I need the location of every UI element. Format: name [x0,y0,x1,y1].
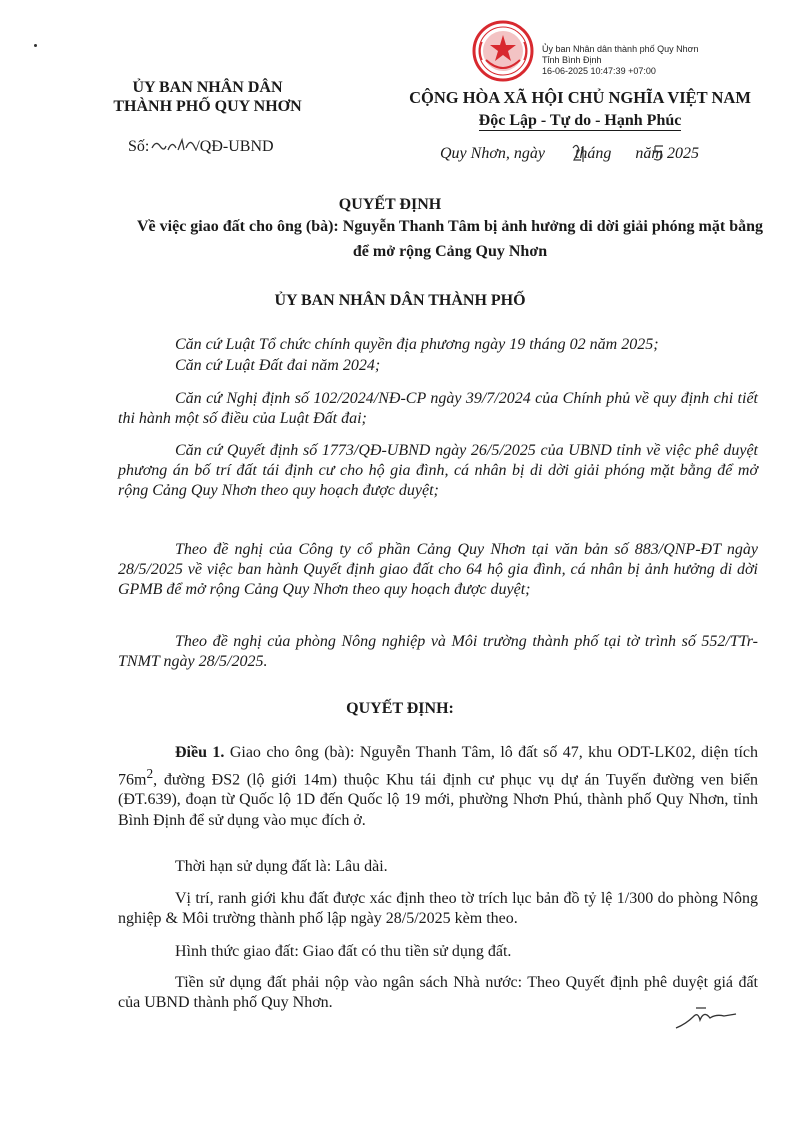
basis-item: Căn cứ Nghị định số 102/2024/NĐ-CP ngày 39/7/2024 của Chính phủ về quy định chi tiết thi hành một số điều của Luật Đất đai; [118,390,758,427]
signer-province: Tỉnh Bình Định [542,55,602,65]
land-use-term: Thời hạn sử dụng đất là: Lâu dài. [175,858,388,875]
signer-name: Ủy ban Nhân dân thành phố Quy Nhơn [542,44,699,54]
handwritten-number-mark [150,134,198,156]
allocation-form: Hình thức giao đất: Giao đất có thu tiền sử dụng đất. [175,943,512,960]
motto-text: Độc Lập - Tự do - Hạnh Phúc [478,112,682,129]
state-emblem-seal [472,20,534,82]
basis-item: Căn cứ Luật Tổ chức chính quyền địa phương ngày 19 tháng 02 năm 2025; [175,336,659,353]
basis-item: Căn cứ Luật Đất đai năm 2024; [175,357,381,374]
date-prefix: Quy Nhơn, ngày [440,145,545,162]
nation-title: CỘNG HÒA XÃ HỘI CHỦ NGHĨA VIỆT NAM [409,88,751,107]
document-subject: Về việc giao đất cho ông (bà): Nguyễn Thanh Tâm bị ảnh hưởng di dời giải phóng mặt bằng để mở rộng Cảng Quy Nhơn [137,218,763,260]
article-1-text-a: Giao cho ông (bà): Nguyễn Thanh Tâm, lô đất số 47, khu ODT-LK02, diện tích 76m [118,744,758,788]
date-month-label: tháng [574,145,612,162]
article-1-text-b: , đường ĐS2 (lộ giới 14m) thuộc Khu tái định cư phục vụ dự án Tuyến đường ven biển (ĐT.639), đoạn từ Quốc lộ 1D đến Quốc lộ 19 mới, phường Nhơn Phú, thành phố Quy Nhơn, tỉnh Bình Định để sử dụng vào mục đích ở. [118,770,758,829]
basis-item: Theo đề nghị của phòng Nông nghiệp và Môi trường thành phố tại tờ trình số 552/TTr-TNMT ngày 28/5/2025. [118,633,758,670]
handwritten-day-mark [571,142,587,164]
digital-signature-info [542,44,699,77]
doc-number-prefix: Số: [128,138,150,155]
date-year: năm 2025 [635,145,699,162]
scan-speck [34,44,37,47]
document-title: QUYẾT ĐỊNH [338,196,442,213]
signature-timestamp: 16-06-2025 10:47:39 +07:00 [542,66,656,76]
land-use-fee: Tiền sử dụng đất phải nộp vào ngân sách Nhà nước: Theo Quyết định phê duyệt giá đất của UBND thành phố Quy Nhơn. [118,974,758,1011]
handwritten-initial [672,1004,742,1032]
basis-item: Căn cứ Quyết định số 1773/QĐ-UBND ngày 26/5/2025 của UBND tỉnh về việc phê duyệt phương án bố trí đất tái định cư cho hộ gia đình, cá nhân bị di dời giải phóng mặt bằng để mở rộng Cảng Quy Nhơn theo quy hoạch được duyệt; [118,442,758,499]
agency-line-2: THÀNH PHỐ QUY NHƠN [113,98,302,115]
issuing-authority-heading: ỦY BAN NHÂN DÂN THÀNH PHỐ [274,292,526,309]
decision-heading: QUYẾT ĐỊNH: [346,700,454,717]
handwritten-month-mark [652,143,666,163]
article-1-label: Điều 1. [175,744,225,761]
doc-number-suffix: /QĐ-UBND [195,138,274,155]
national-motto [395,112,765,130]
article-1 [118,743,758,831]
basis-item: Theo đề nghị của Công ty cổ phần Cảng Quy Nhơn tại văn bản số 883/QNP-ĐT ngày 28/5/2025 về việc ban hành Quyết định giao đất cho 64 hộ gia đình, cá nhân bị ảnh hưởng di dời GPMB để mở rộng Cảng Quy Nhơn theo quy hoạch được duyệt; [118,541,758,598]
issuing-agency [95,78,320,116]
area-unit-superscript: 2 [146,765,154,781]
land-location: Vị trí, ranh giới khu đất được xác định theo tờ trích lục bản đồ tỷ lệ 1/300 do phòng Nông nghiệp & Môi trường thành phố lập ngày 28/5/2025 kèm theo. [118,890,758,927]
agency-line-1: ỦY BAN NHÂN DÂN [132,79,283,96]
